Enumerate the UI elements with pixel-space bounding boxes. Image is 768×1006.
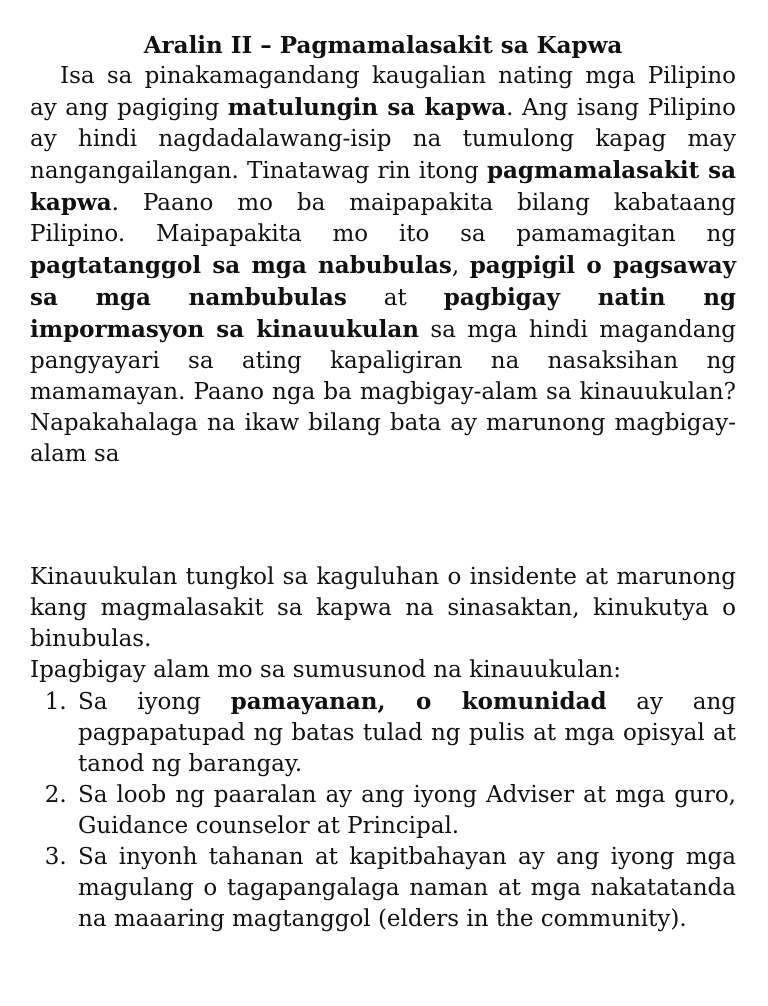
lesson-title: Aralin II – Pagmamalasakit sa Kapwa xyxy=(143,32,623,59)
text-run: Isa sa pinakamagandang kaugalian nating mga Pilipino ay ang pagiging xyxy=(30,63,736,121)
authorities-list xyxy=(30,686,736,935)
paragraph-gap xyxy=(30,470,736,562)
text-run: ay ang pagpapatupad ng batas tulad ng pulis at mga opisyal at tanod ng barangay. xyxy=(78,689,736,777)
text-run: . Ang isang Pilipino ay hindi nagdadalawang-isip na tumulong kapag may nangangailangan. Tinatawag rin itong xyxy=(30,95,736,184)
intro-paragraph xyxy=(30,61,736,470)
text-run: . Paano mo ba maipapakita bilang kabataang Pilipino. Maipapakita mo ito sa pamamagitan ng xyxy=(30,190,736,247)
bold-term: pagpigil o pagsaway sa mga nambubulas xyxy=(30,252,736,311)
list-item xyxy=(74,686,736,780)
list-intro: Ipagbigay alam mo sa sumusunod na kinauukulan: xyxy=(30,657,621,683)
text-run: Sa loob ng paaralan ay ang iyong Adviser at mga guro, Guidance counselor at Principal. xyxy=(78,782,736,839)
bold-term: matulungin sa kapwa xyxy=(227,94,507,121)
text-run: , xyxy=(451,253,470,279)
bold-term: pagbigay natin ng impormasyon sa kinauukulan xyxy=(30,284,736,343)
list-item xyxy=(74,842,736,935)
text-run: at xyxy=(346,285,444,311)
bold-term: pagmamalasakit sa kapwa xyxy=(30,157,736,216)
list-item xyxy=(74,780,736,842)
bold-term: pagtatanggol sa mga nabubulas xyxy=(30,252,452,279)
text-run: Sa inyonh tahanan at kapitbahayan ay ang iyong mga magulang o tagapangalaga naman at mga nakatatanda na maaaring magtanggol (elders in the community). xyxy=(78,844,736,932)
continuation-paragraph: Kinauukulan tungkol sa kaguluhan o insidente at marunong kang magmalasakit sa kapwa na sinasaktan, kinukutya o binubulas. xyxy=(30,564,736,652)
text-run: Sa iyong xyxy=(78,689,231,715)
bold-term: pamayanan, o komunidad xyxy=(230,688,607,715)
text-run: sa mga hindi magandang pangyayari sa ating kapaligiran na nasaksihan ng mamamayan. Paano nga ba magbigay-alam sa kinauukulan? Napakahalaga na ikaw bilang bata ay marunong magbigay-alam sa xyxy=(30,317,736,467)
